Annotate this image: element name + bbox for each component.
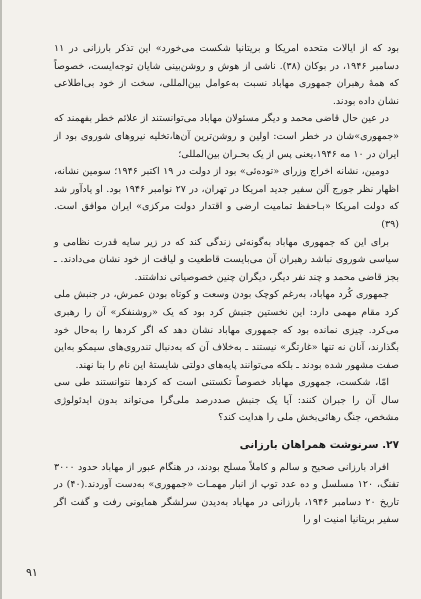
paragraph-5: جمهوری کُرد مهاباد، به‌رغم کوچک بودن وسعت و کوتاه بودن عمرش، در جنبش ملی کرد مقام مهمی دارد: این نخستین جنبش کرد بود که یک «روشنفکر» آن را رهبری می‌کرد. چیزی نمانده بود که جمهوری مهاباد نشان دهد که اگر کردها را به‌حال خود بگذارند، آنان نه تنها «غارتگر» نیستند ـ به‌خلاف آن که به‌دنبال تندروی‌های سیمکو به‌این صفت مشهور شده بودند ـ بلکه می‌توانند پایه‌های دولتی شایستهٔ این نام را بنا نهند. bbox=[54, 289, 399, 371]
paragraph-4: برای این که جمهوری مهاباد به‌گونه‌ئی زندگی کند که در زیر سایه قدرت نظامی و سیاسی شوروی نباشد رهبران آن‌ می‌بایست قاطعیت و لیاقت از خود نشان می‌دادند. ـ بجز قاضی محمد و چند نفر دیگر، دیگران چنین خصوصیاتی نداشتند. bbox=[54, 236, 399, 283]
paragraph-6: امّا، شکست، جمهوری مهاباد خصوصاً تکستنی است که کردها نتوانستند طی سی سال آن را جبران کنند: آیا یک جنبش صددرصد ملی‌گرا می‌تواند بدون ایدئولوژی مشخص، جنگ رهائی‌بخش ملی را هدایت کند؟ bbox=[54, 377, 399, 424]
page-number: ۹۱ bbox=[26, 566, 38, 579]
paragraph-3: دومین، نشانه اخراج وزرای «توده‌ئی» بود از دولت در ۱۹ اکتبر ۱۹۴۶؛ سومین نشانه، اظهار نظر جورج آلن سفیر جدید امریکا در تهران، در ۲۷ نوامبر ۱۹۴۶ بود. او یادآور شد که دولت امریکا «بـاحفظ تمامیت ارضی و اقتدار دولت مرکزی» ایران موافق است.(۳۹) bbox=[54, 166, 399, 230]
paragraph-7: افراد بارزانی صحیح و سالم و کاملاً مسلح بودند، در هنگام عبور از مهاباد حدود ۳۰۰۰ تفنگ، ۱۲۰ مسلسل و ده عدد توپ از انبار مهمـات «جمهوری» به‌دست آوردند.(۴۰) در تاریخ ۲۰ دسامبر ۱۹۴۶، بارزانی در مهاباد به‌دیدن سرلشگر همایونی رفت و گفت اگر سفیر بریتانیا امنیت او را bbox=[54, 461, 399, 526]
paragraph-2: در عین حال قاضی محمد و دیگر مسئولان مهاباد می‌توانستند از علائم خطر بفهمند که «جمهوری»شان در خطر است: اولین و روشن‌ترین آن‌ها،تخلیه نیروهای شوروی بود از ایران در ۱۰ مه ۱۹۴۶،یعنی پس از یک بحـران بین‌المللی؛ bbox=[53, 113, 399, 160]
body-text bbox=[54, 40, 399, 529]
paragraph-1: بود که از ایالات متحده امریکا و بریتانیا شکست می‌خورد» این تذکر بارزانی در ۱۱ دسامبر ۱۹۴۶، در بوکان‌ (۳۸). ناشی از هوش و روشن‌بینی شایان توجه‌ایست، خصوصاً که همهٔ رهبران جمهوری مهاباد نسبت به‌عوامل بین‌المللی، سخت از خود بی‌اطلاعی نشان داده بودند. bbox=[54, 43, 399, 107]
section-heading: ۲۷. سرنوشت همراهان بارزانی bbox=[239, 439, 399, 452]
